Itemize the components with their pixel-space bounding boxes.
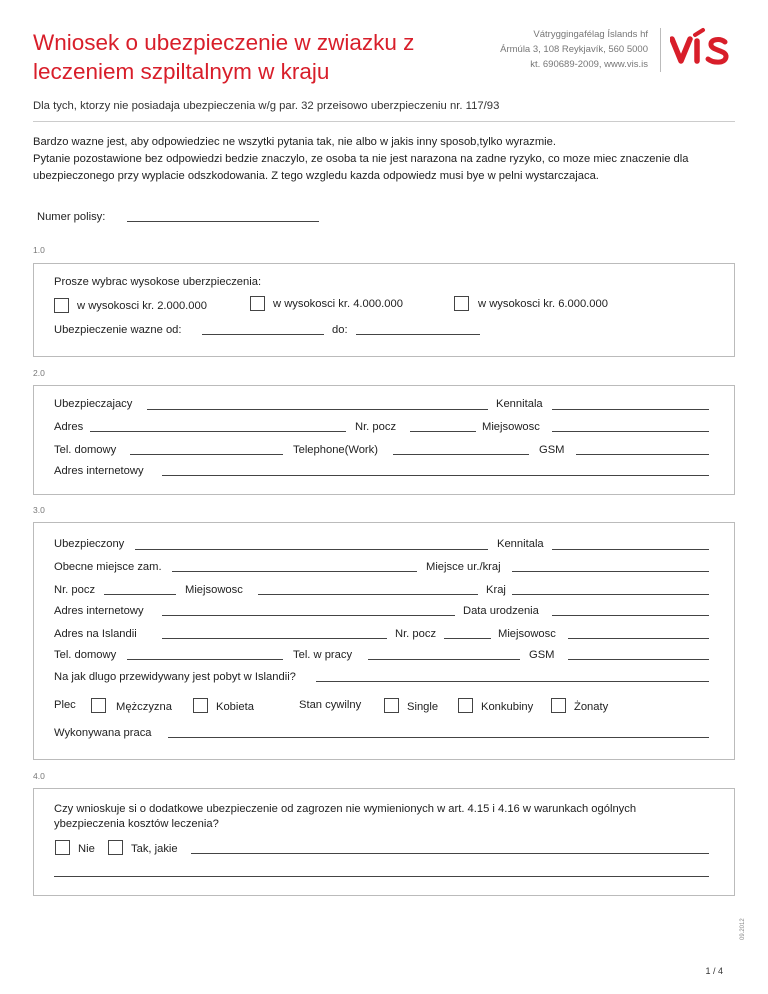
country-label: Kraj bbox=[486, 584, 506, 596]
intro-text: Dla tych, ktorzy nie posiadaja ubezpieczenia w/g par. 32 przeisowo uberzpieczeniu nr. 117/93 bbox=[33, 100, 500, 112]
postcode-label: Nr. pocz bbox=[355, 421, 397, 433]
page-title: Wniosek o ubezpieczenie w zwiazku z leczeniem szpiltalnym w kraju bbox=[33, 30, 415, 84]
section-number: 3.0 bbox=[33, 505, 45, 515]
amount-2m-label: w wysokosci kr. 2.000.000 bbox=[77, 300, 207, 312]
gender-label: Plec bbox=[54, 699, 76, 711]
postcode-field[interactable] bbox=[410, 431, 476, 432]
iceland-postcode-field[interactable] bbox=[444, 638, 491, 639]
address-label: Adres bbox=[54, 421, 84, 433]
iceland-address-label: Adres na Islandii bbox=[54, 628, 137, 640]
amount-4m-label: w wysokosci kr. 4.000.000 bbox=[273, 298, 403, 310]
page-number: 1 / 4 bbox=[705, 966, 723, 976]
home-phone-field[interactable] bbox=[130, 454, 283, 455]
stay-duration-label: Na jak dlugo przewidywany jest pobyt w Islandii? bbox=[54, 671, 296, 683]
notice-line: ubezpieczonego przy wyplacie odszkodowania. Z tego wzgledu kazda odpowiedz musi bye w pelni wystarczajaca. bbox=[33, 170, 599, 182]
policy-number-label: Numer polisy: bbox=[37, 211, 106, 223]
cohabiting-label: Konkubiny bbox=[481, 701, 534, 713]
home-phone-label: Tel. domowy bbox=[54, 444, 117, 456]
iceland-town-field[interactable] bbox=[568, 638, 709, 639]
single-checkbox[interactable] bbox=[384, 698, 399, 713]
town-field[interactable] bbox=[552, 431, 709, 432]
header-divider bbox=[660, 28, 661, 72]
section-3-box bbox=[33, 522, 735, 760]
kennitala-field[interactable] bbox=[552, 409, 709, 410]
insured-field[interactable] bbox=[135, 549, 488, 550]
insured-work-phone-field[interactable] bbox=[368, 659, 520, 660]
iceland-town-label: Miejsowosc bbox=[498, 628, 556, 640]
stay-duration-field[interactable] bbox=[316, 681, 709, 682]
country-field[interactable] bbox=[512, 594, 709, 595]
married-checkbox[interactable] bbox=[551, 698, 566, 713]
valid-to-label: do: bbox=[332, 324, 348, 336]
address-field[interactable] bbox=[90, 431, 346, 432]
birthdate-label: Data urodzenia bbox=[463, 605, 539, 617]
single-label: Single bbox=[407, 701, 439, 713]
email-field[interactable] bbox=[162, 475, 709, 476]
female-label: Kobieta bbox=[216, 701, 254, 713]
form-version: 09.2012 bbox=[740, 918, 746, 940]
yes-which-label: Tak, jakie bbox=[131, 843, 178, 855]
iceland-postcode-label: Nr. pocz bbox=[395, 628, 437, 640]
yes-which-field-line2[interactable] bbox=[54, 876, 709, 877]
company-name: Vátryggingafélag Íslands hf bbox=[533, 29, 648, 40]
occupation-field[interactable] bbox=[168, 737, 709, 738]
company-info bbox=[500, 27, 648, 72]
insured-email-label: Adres internetowy bbox=[54, 605, 144, 617]
birthplace-label: Miejsce ur./kraj bbox=[426, 561, 501, 573]
birthdate-field[interactable] bbox=[552, 615, 709, 616]
birthplace-field[interactable] bbox=[512, 571, 709, 572]
iceland-address-field[interactable] bbox=[162, 638, 387, 639]
male-checkbox[interactable] bbox=[91, 698, 106, 713]
gsm-field[interactable] bbox=[576, 454, 709, 455]
work-phone-field[interactable] bbox=[393, 454, 529, 455]
yes-checkbox[interactable] bbox=[108, 840, 123, 855]
insured-email-field[interactable] bbox=[162, 615, 455, 616]
cohabiting-checkbox[interactable] bbox=[458, 698, 473, 713]
section-2-box bbox=[33, 385, 735, 495]
vis-logo bbox=[670, 27, 732, 67]
amount-6m-label: w wysokosci kr. 6.000.000 bbox=[478, 298, 608, 310]
occupation-label: Wykonywana praca bbox=[54, 727, 152, 739]
valid-from-field[interactable] bbox=[202, 334, 324, 335]
female-checkbox[interactable] bbox=[193, 698, 208, 713]
male-label: Mężczyzna bbox=[116, 701, 172, 713]
amount-2m-checkbox[interactable] bbox=[54, 298, 69, 313]
marital-status-label: Stan cywilny bbox=[299, 699, 362, 711]
insured-home-phone-label: Tel. domowy bbox=[54, 649, 117, 661]
amount-heading: Prosze wybrac wysokose uberzpieczenia: bbox=[54, 276, 262, 288]
insured-postcode-field[interactable] bbox=[104, 594, 176, 595]
town-label: Miejsowosc bbox=[482, 421, 540, 433]
policy-number-field[interactable] bbox=[127, 221, 319, 222]
insured-work-phone-label: Tel. w pracy bbox=[293, 649, 353, 661]
insured-gsm-field[interactable] bbox=[568, 659, 709, 660]
insured-home-phone-field[interactable] bbox=[127, 659, 283, 660]
no-checkbox[interactable] bbox=[55, 840, 70, 855]
insured-town-label: Miejsowosc bbox=[185, 584, 243, 596]
additional-coverage-question: Czy wnioskuje si o dodatkowe ubezpieczenie od zagrozen nie wymienionych w art. 4.15 i 4.16 w warunkach ogólnych bbox=[54, 803, 637, 815]
valid-from-label: Ubezpieczenie wazne od: bbox=[54, 324, 182, 336]
insured-kennitala-label: Kennitala bbox=[497, 538, 544, 550]
kennitala-label: Kennitala bbox=[496, 398, 543, 410]
section-number: 4.0 bbox=[33, 771, 45, 781]
yes-which-field[interactable] bbox=[191, 853, 709, 854]
policyholder-field[interactable] bbox=[147, 409, 488, 410]
married-label: Żonaty bbox=[574, 701, 609, 713]
insured-gsm-label: GSM bbox=[529, 649, 555, 661]
work-phone-label: Telephone(Work) bbox=[293, 444, 378, 456]
current-residence-field[interactable] bbox=[172, 571, 417, 572]
separator bbox=[33, 121, 735, 122]
company-id: kt. 690689-2009, www.vis.is bbox=[530, 59, 648, 70]
additional-coverage-question-cont: ybezpieczenia kosztów leczenia? bbox=[54, 818, 219, 830]
section-number: 2.0 bbox=[33, 368, 45, 378]
insured-label: Ubezpieczony bbox=[54, 538, 125, 550]
valid-to-field[interactable] bbox=[356, 334, 480, 335]
gsm-label: GSM bbox=[539, 444, 565, 456]
insured-kennitala-field[interactable] bbox=[552, 549, 709, 550]
notice-paragraph bbox=[33, 134, 733, 185]
company-address: Ármúla 3, 108 Reykjavík, 560 5000 bbox=[500, 44, 648, 55]
email-label: Adres internetowy bbox=[54, 465, 144, 477]
no-label: Nie bbox=[78, 843, 95, 855]
section-number: 1.0 bbox=[33, 245, 45, 255]
notice-line: Pytanie pozostawione bez odpowiedzi bedzie znaczylo, ze osoba ta nie jest narazona na zadne ryzyko, co moze miec znaczenie dla bbox=[33, 153, 689, 165]
insured-town-field[interactable] bbox=[258, 594, 478, 595]
notice-line: Bardzo wazne jest, aby odpowiedziec ne wszytki pytania tak, nie albo w jakis inny sposob,tylko wyrazmie. bbox=[33, 136, 556, 148]
current-residence-label: Obecne miejsce zam. bbox=[54, 561, 162, 573]
amount-6m-checkbox[interactable] bbox=[454, 296, 469, 311]
insured-postcode-label: Nr. pocz bbox=[54, 584, 96, 596]
policyholder-label: Ubezpieczajacy bbox=[54, 398, 133, 410]
amount-4m-checkbox[interactable] bbox=[250, 296, 265, 311]
